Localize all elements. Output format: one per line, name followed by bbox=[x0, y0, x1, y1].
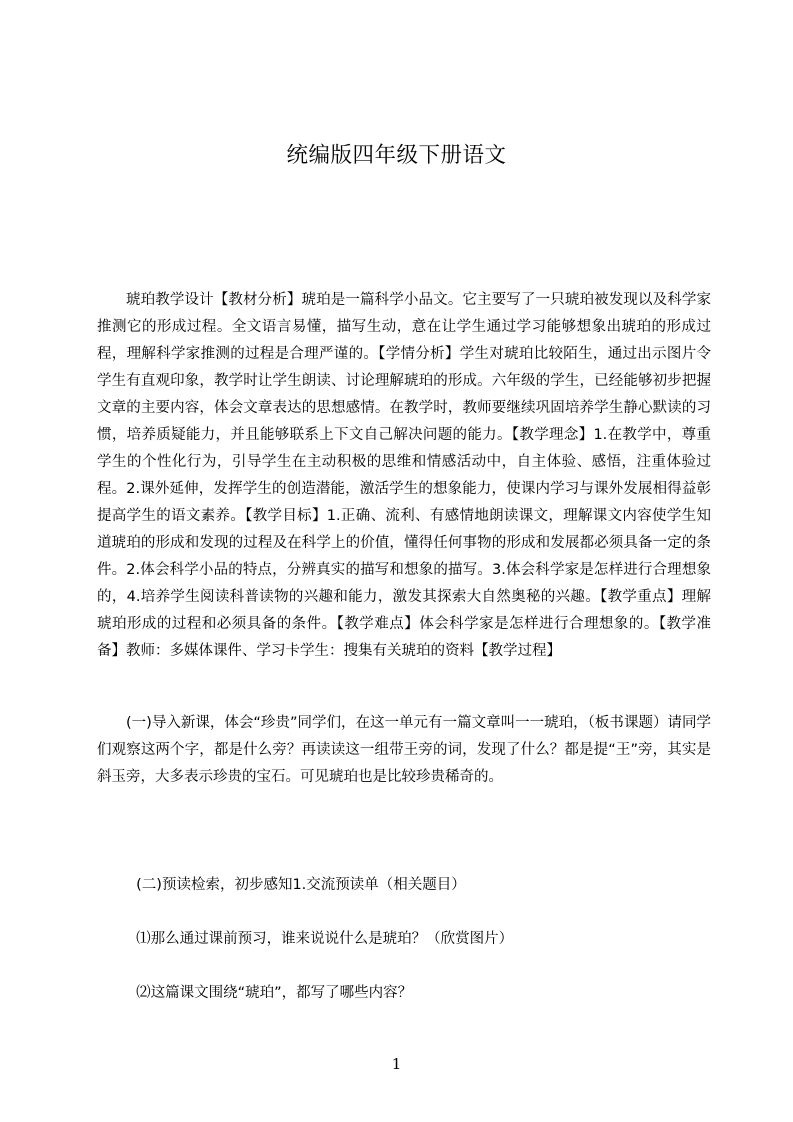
document-title: 统编版四年级下册语文 bbox=[286, 143, 507, 168]
paragraph-preview-check: (二)预读检索，初步感知1.交流预读单（相关题目） bbox=[136, 877, 466, 893]
paragraph-question-2: ⑵这篇课文围绕“琥珀”，都写了哪些内容？ bbox=[136, 985, 413, 1001]
page-number: 1 bbox=[391, 1055, 402, 1073]
paragraph-question-1: ⑴那么通过课前预习，谁来说说什么是琥珀？（欣赏图片） bbox=[136, 931, 514, 947]
paragraph-introduction: (一)导入新课，体会“珍贵”同学们，在这一单元有一篇文章叫一一琥珀，（板书课题）请同学们观察这两个字，都是什么旁？再读读这一组带王旁的词，发现了什么？都是提“王”旁，其实是斜玉旁，大多表示珍贵的宝石。可见琥珀也是比较珍贵稀奇的。 bbox=[97, 715, 711, 785]
paragraph-lesson-design: 琥珀教学设计【教材分析】琥珀是一篇科学小品文。它主要写了一只琥珀被发现以及科学家推测它的形成过程。全文语言易懂，描写生动，意在让学生通过学习能够想象出琥珀的形成过程，理解科学家推测的过程是合理严谨的。【学情分析】学生对琥珀比较陌生，通过出示图片令学生有直观印象，教学时让学生朗读、讨论理解琥珀的形成。六年级的学生，已经能够初步把握文章的主要内容，体会文章表达的思想感情。在教学时，教师要继续巩固培养学生静心默读的习惯，培养质疑能力，并且能够联系上下文自己解决问题的能力。【教学理念】1.在教学中，尊重学生的个性化行为，引导学生在主动积极的思维和情感活动中，自主体验、感悟，注重体验过程。2.课外延伸，发挥学生的创造潜能，激活学生的想象能力，使课内学习与课外发展相得益彰提高学生的语文素养。【教学目标】1.正确、流利、有感情地朗读课文，理解课文内容使学生知道琥珀的形成和发现的过程及在科学上的价值，懂得任何事物的形成和发展都必须具备一定的条件。2.体会科学小品的特点，分辨真实的描写和想象的描写。3.体会科学家是怎样进行合理想象的，4.培养学生阅读科普读物的兴趣和能力，激发其探索大自然奥秘的兴趣。【教学重点】理解琥珀形成的过程和必须具备的条件。【教学难点】体会科学家是怎样进行合理想象的。【教学准备】教师：多媒体课件、学习卡学生：搜集有关琥珀的资料【教学过程】 bbox=[97, 292, 711, 659]
